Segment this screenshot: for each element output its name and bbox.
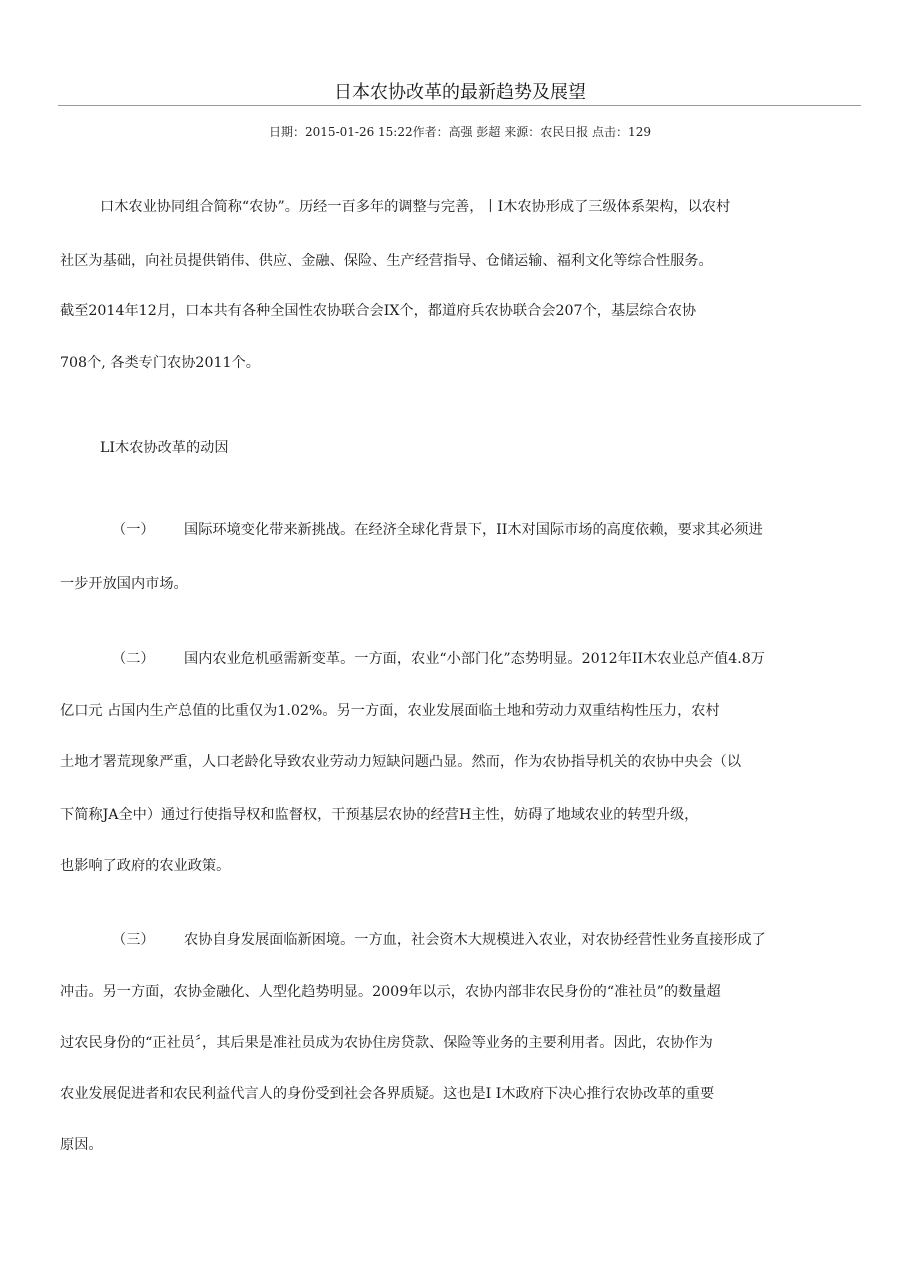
point-2-line: 土地才署荒现象严重，人口老龄化导致农业劳动力短缺问题凸显。然而，作为农协指导机关的农协中央会（以	[60, 754, 742, 770]
point-3-line: 原因。	[60, 1137, 103, 1153]
point-number: （一）	[112, 522, 155, 538]
point-3-first-line	[112, 929, 766, 951]
intro-line: 708个, 各类专门农协2011个。	[60, 355, 260, 371]
point-1-line: 一步开放国内市场。	[60, 576, 188, 592]
intro-line: 口木农业协同组合简称“农协”。历经一百多年的调整与完善，丨I木农协形成了三级体系架构，以农村	[100, 199, 731, 215]
point-text: 国内农业危机亟需新变革。一方面，农业“小部门化”态势明显。2012年II木农业总产值4.8万	[184, 651, 765, 667]
title-divider	[58, 105, 861, 106]
point-3-line: 冲击。另一方面，农协金融化、人型化趋势明显。2009年以示，农协内部非农民身份的“准社员”的数量超	[60, 984, 721, 1000]
point-number: （三）	[112, 932, 155, 948]
point-number: （二）	[112, 651, 155, 667]
point-3-line: 农业发展促进者和农民利益代言人的身份受到社会各界质疑。这也是I I木政府下决心推行农协改革的重要	[60, 1086, 715, 1102]
point-1-first-line	[112, 519, 763, 541]
point-3-line: 过农民身份的“正社员〞，其后果是准社员成为农协住房贷款、保险等业务的主要利用者。因此，农协作为	[60, 1035, 713, 1051]
point-2-first-line	[112, 648, 765, 670]
point-2-line: 亿口元 占国内生产总值的比重仅为1.02%。另一方面，农业发展面临土地和劳动力双重结构性压力，农村	[60, 703, 720, 719]
intro-line: 截至2014年12月，口本共有各种全国性农协联合会IX个，都道府兵农协联合会207个，基层综合农协	[60, 303, 697, 319]
point-2-line: 也影响了政府的农业政策。	[60, 858, 231, 874]
article-title: 日本农协改革的最新趋势及展望	[334, 82, 586, 103]
point-text: 农协自身发展面临新困境。一方血，社会资木大规模进入农业，对农协经营性业务直接形成了	[184, 932, 766, 948]
point-2-line: 下简称JA全中）通过行使指导权和监督权，干预基层农协的经营H主性，妨碍了地域农业的转型升级，	[60, 807, 699, 823]
intro-line: 社区为基础，向社员提供销伟、供应、金融、保险、生产经营指导、仓储运输、福利文化等综合性服务。	[60, 253, 713, 269]
point-text: 国际环境变化带来新挑战。在经济全球化背景下，II木对国际市场的高度依赖，要求其必须进	[184, 522, 763, 538]
section-heading: LI木农协改革的动因	[100, 440, 229, 456]
article-meta: 日期：2015-01-26 15:22作者：高强 彭超 来源：农民日报 点击：129	[269, 125, 651, 139]
